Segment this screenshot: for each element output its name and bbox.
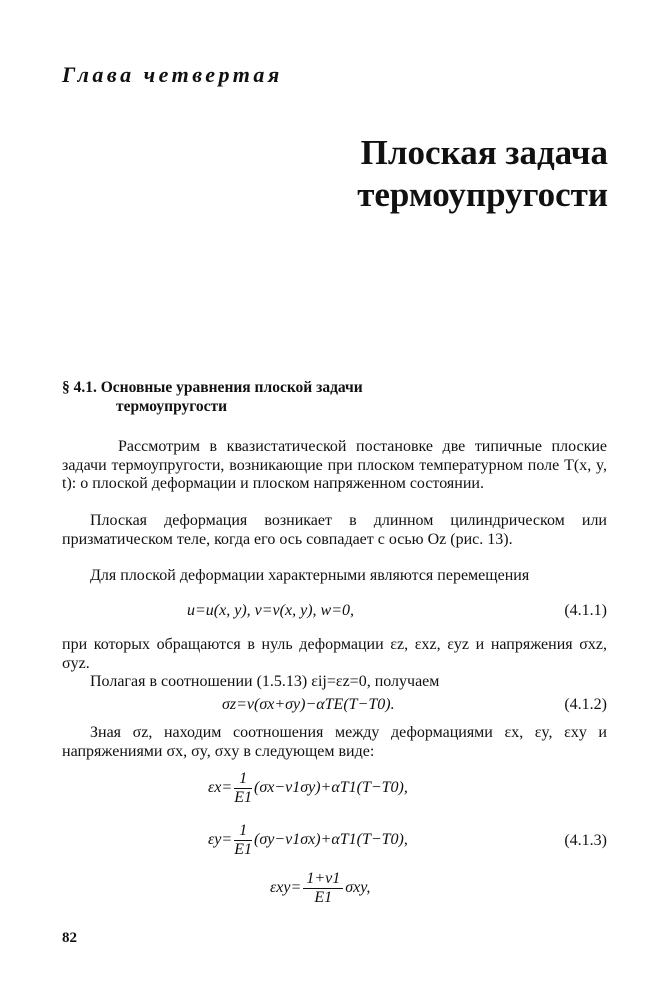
eq3-line3-fraction	[303, 870, 343, 907]
equation-4-1-1-formula: u=u(x, y), v=v(x, y), w=0,	[187, 602, 354, 619]
chapter-title-line2: термоупругости	[357, 175, 608, 214]
equation-4-1-2-number: (4.1.2)	[564, 696, 607, 713]
section-heading-line1: § 4.1. Основные уравнения плоской задачи	[62, 379, 363, 396]
paragraph-6: Зная σz, находим соотношения между деформациями εx, εy, εxy и напряжениями σx, σy, σxy в следующем виде:	[62, 724, 607, 760]
equation-4-1-1	[62, 602, 607, 624]
paragraph-1: Рассмотрим в квазистатической постановке две типичные плоские задачи термоупругости, возникающие при плоском температурном поле T(x, y, t): о плоской деформации и плоском напряженном состоянии.	[62, 438, 607, 492]
chapter-title-line1: Плоская задача	[360, 133, 608, 172]
chapter-label: Глава четвертая	[62, 62, 283, 87]
paragraph-3: Для плоской деформации характерными являются перемещения	[90, 567, 530, 584]
equation-4-1-3-line1	[208, 770, 408, 807]
eq3-line3-rhs: σxy,	[345, 879, 371, 897]
equation-4-1-3-line3	[270, 870, 370, 907]
eq3-line1-rhs: (σx−ν1σy)+αT1(T−T0),	[253, 779, 408, 797]
page-number: 82	[62, 930, 77, 946]
eq3-line1-numerator: 1	[234, 770, 252, 789]
eq3-line1-denominator: E1	[234, 789, 252, 806]
eq3-line3-numerator: 1+ν1	[303, 870, 343, 889]
paragraph-4: при которых обращаются в нуль деформации εz, εxz, εyz и напряжения σxz, σyz.	[62, 636, 607, 672]
chapter-title	[357, 132, 608, 216]
eq3-line2-rhs: (σy−ν1σx)+αT1(T−T0),	[253, 831, 408, 849]
equation-4-1-2-formula: σz=ν(σx+σy)−αTE(T−T0).	[222, 696, 395, 713]
equation-4-1-3-number-row	[62, 832, 607, 854]
eq3-line1-lhs: εx=	[208, 779, 233, 797]
equation-4-1-3-number: (4.1.3)	[564, 832, 607, 849]
eq3-line1-fraction	[234, 770, 252, 807]
section-heading	[62, 378, 363, 416]
equation-4-1-1-number: (4.1.1)	[564, 602, 607, 619]
equation-4-1-2	[62, 696, 607, 718]
eq3-line3-denominator: E1	[314, 889, 333, 906]
paragraph-5: Полагая в соотношении (1.5.13) εij=εz=0, получаем	[90, 673, 440, 690]
eq3-line2-denominator: E1	[234, 841, 252, 858]
eq3-line2-numerator: 1	[234, 822, 252, 841]
eq3-line2-lhs: εy=	[208, 831, 233, 849]
paragraph-2: Плоская деформация возникает в длинном цилиндрическом или призматическом теле, когда его ось совпадает с осью Oz (рис. 13).	[62, 512, 607, 548]
section-heading-line2: термоупругости	[116, 398, 228, 415]
eq3-line3-lhs: εxy=	[270, 879, 302, 897]
